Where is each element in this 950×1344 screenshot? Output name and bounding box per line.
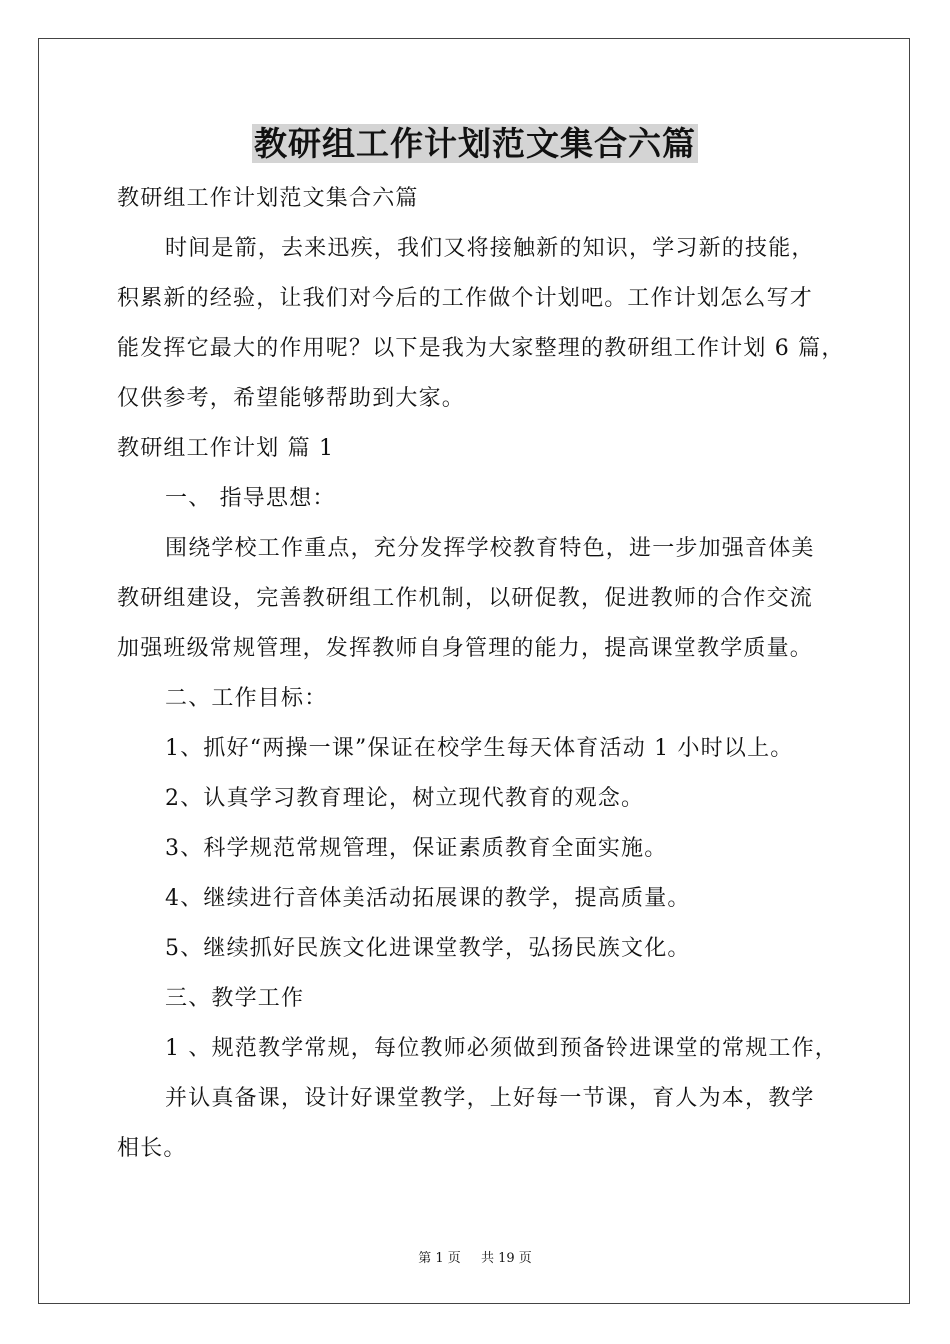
- paragraph-line: 积累新的经验，让我们对今后的工作做个计划吧。工作计划怎么写才: [117, 286, 814, 311]
- list-item: 4、继续进行音体美活动拓展课的教学，提高质量。: [165, 886, 691, 911]
- paragraph-line: 1 、规范教学常规，每位教师必须做到预备铃进课堂的常规工作，: [165, 1036, 838, 1061]
- paragraph-line: 教研组建设，完善教研组工作机制，以研促教，促进教师的合作交流: [117, 586, 814, 611]
- paragraph-line: 相长。: [117, 1136, 187, 1161]
- subsection-heading: 一、 指导思想：: [165, 486, 336, 511]
- paragraph-line: 时间是箭，去来迅疾，我们又将接触新的知识，学习新的技能，: [165, 236, 815, 261]
- page-footer: [0, 1247, 950, 1266]
- page-border: [38, 38, 910, 1304]
- list-item: 3、科学规范常规管理，保证素质教育全面实施。: [165, 836, 668, 861]
- paragraph-line: 围绕学校工作重点，充分发挥学校教育特色，进一步加强音体美: [165, 536, 815, 561]
- page-total: 共 19 页: [480, 1251, 532, 1266]
- paragraph-line: 加强班级常规管理，发挥教师自身管理的能力，提高课堂教学质量。: [117, 636, 814, 661]
- paragraph-line: 并认真备课，设计好课堂教学，上好每一节课，育人为本，教学: [165, 1086, 815, 1111]
- paragraph-line: 仅供参考，希望能够帮助到大家。: [117, 386, 466, 411]
- page-number: 第 1 页: [418, 1251, 461, 1266]
- subsection-heading: 二、工作目标：: [165, 686, 328, 711]
- subsection-heading: 三、教学工作: [165, 986, 305, 1011]
- document-title-wrapper: [0, 122, 950, 166]
- list-item: 2、认真学习教育理论，树立现代教育的观念。: [165, 786, 645, 811]
- subtitle-line: 教研组工作计划范文集合六篇: [117, 186, 419, 211]
- section-heading: 教研组工作计划 篇 1: [117, 436, 335, 461]
- document-title: 教研组工作计划范文集合六篇: [254, 124, 696, 163]
- paragraph-line: 能发挥它最大的作用呢？以下是我为大家整理的教研组工作计划 6 篇，: [117, 336, 845, 361]
- list-item: 1、抓好“两操一课”保证在校学生每天体育活动 1 小时以上。: [165, 736, 794, 761]
- list-item: 5、继续抓好民族文化进课堂教学，弘扬民族文化。: [165, 936, 691, 961]
